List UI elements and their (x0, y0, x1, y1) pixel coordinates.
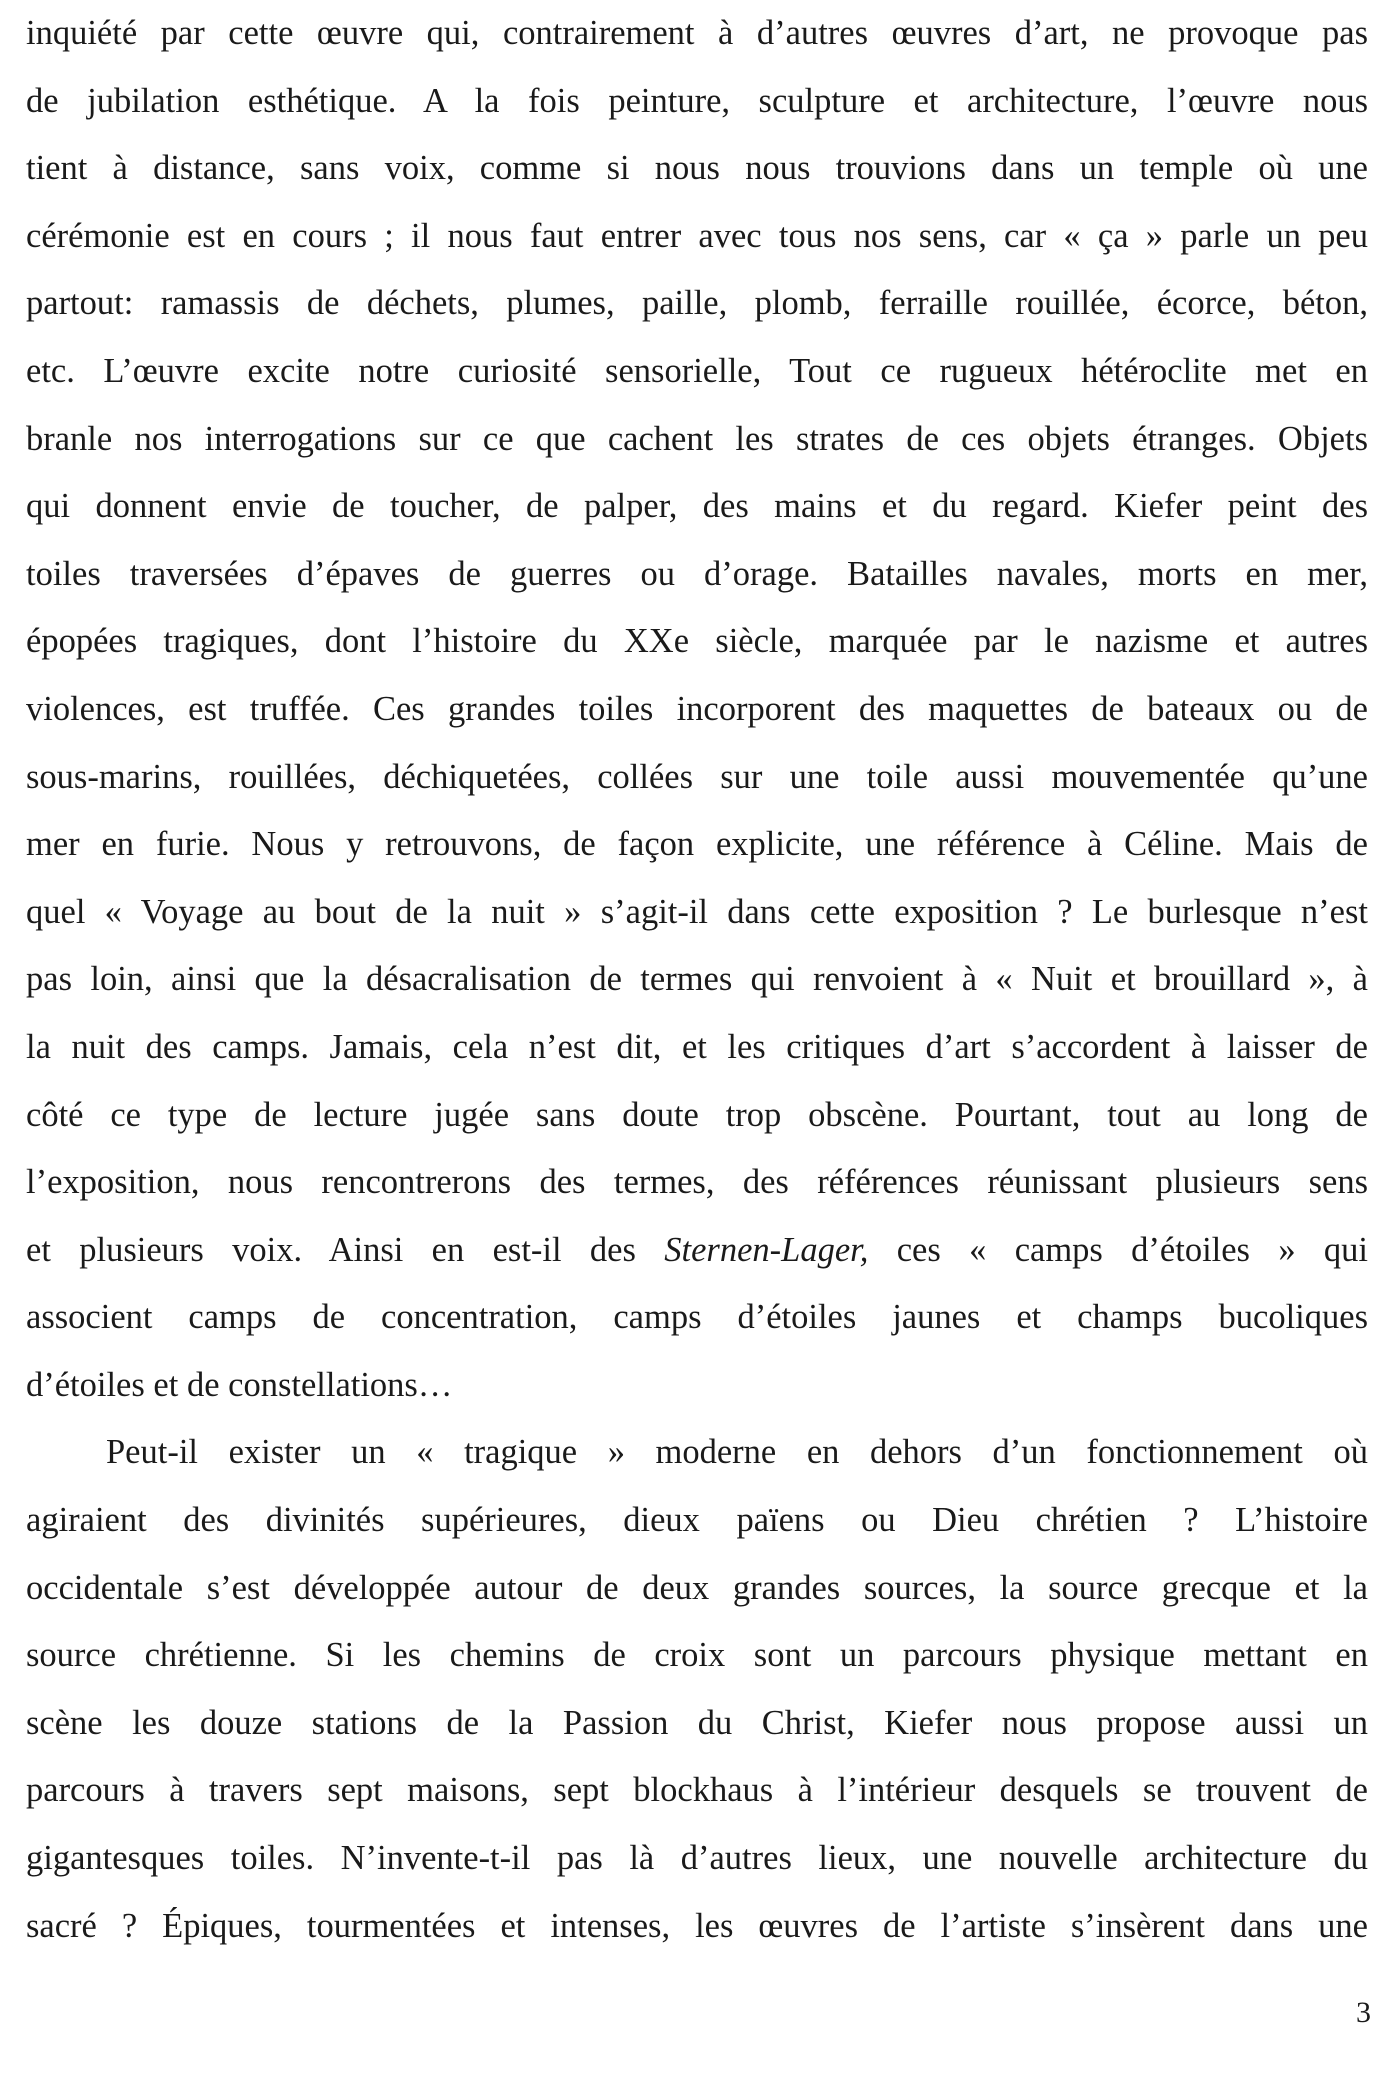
text-line: la nuit des camps. Jamais, cela n’est dit, et les critiques d’art s’accordent à laisser de (26, 1027, 1368, 1066)
text-line: qui donnent envie de toucher, de palper, des mains et du regard. Kiefer peint des (26, 487, 1368, 526)
text-line: tient à distance, sans voix, comme si nous nous trouvions dans un temple où une (26, 149, 1368, 188)
text-line-with-italic (26, 1217, 1368, 1285)
body-text (26, 0, 1368, 1960)
text-line: parcours à travers sept maisons, sept blockhaus à l’intérieur desquels se trouvent de (26, 1771, 1368, 1810)
text-line: d’étoiles et de constellations… (26, 1365, 453, 1404)
text-line: violences, est truffée. Ces grandes toiles incorporent des maquettes de bateaux ou de (26, 689, 1368, 728)
text-line: cérémonie est en cours ; il nous faut entrer avec tous nos sens, car « ça » parle un peu (26, 216, 1368, 255)
text-line: l’exposition, nous rencontrerons des termes, des références réunissant plusieurs sens (26, 1163, 1368, 1202)
text-line: branle nos interrogations sur ce que cachent les strates de ces objets étranges. Objets (26, 419, 1368, 458)
text-line: scène les douze stations de la Passion du Christ, Kiefer nous propose aussi un (26, 1703, 1368, 1742)
text-segment: ces « camps d’étoiles » qui (868, 1230, 1368, 1269)
text-line: occidentale s’est développée autour de deux grandes sources, la source grecque et la (26, 1568, 1368, 1607)
text-line: gigantesques toiles. N’invente-t-il pas là d’autres lieux, une nouvelle architecture du (26, 1839, 1368, 1878)
text-line: inquiété par cette œuvre qui, contrairement à d’autres œuvres d’art, ne provoque pas (26, 14, 1368, 52)
text-line: agiraient des divinités supérieures, dieux païens ou Dieu chrétien ? L’histoire (26, 1501, 1368, 1540)
text-line: toiles traversées d’épaves de guerres ou d’orage. Batailles navales, morts en mer, (26, 554, 1368, 593)
text-line: source chrétienne. Si les chemins de croix sont un parcours physique mettant en (26, 1636, 1368, 1675)
text-line: mer en furie. Nous y retrouvons, de façon explicite, une référence à Céline. Mais de (26, 825, 1368, 864)
text-line: épopées tragiques, dont l’histoire du XXe siècle, marquée par le nazisme et autres (26, 622, 1368, 661)
text-line: associent camps de concentration, camps d’étoiles jaunes et champs bucoliques (26, 1298, 1368, 1337)
paragraph-1 (26, 0, 1368, 1419)
paragraph-2 (26, 1419, 1368, 1960)
text-line: etc. L’œuvre excite notre curiosité sensorielle, Tout ce rugueux hétéroclite met en (26, 351, 1368, 390)
text-line: Peut-il exister un « tragique » moderne en dehors d’un fonctionnement où (106, 1433, 1368, 1472)
text-line: sacré ? Épiques, tourmentées et intenses, les œuvres de l’artiste s’insèrent dans une (26, 1906, 1368, 1945)
italic-term: Sternen-Lager, (664, 1230, 869, 1269)
text-line: quel « Voyage au bout de la nuit » s’agit-il dans cette exposition ? Le burlesque n’est (26, 892, 1368, 931)
text-line: partout: ramassis de déchets, plumes, paille, plomb, ferraille rouillée, écorce, béton, (26, 284, 1368, 323)
text-line: sous-marins, rouillées, déchiquetées, collées sur une toile aussi mouvementée qu’une (26, 757, 1368, 796)
text-line: de jubilation esthétique. A la fois peinture, sculpture et architecture, l’œuvre nous (26, 81, 1368, 120)
text-segment: et plusieurs voix. Ainsi en est-il des (26, 1230, 665, 1269)
text-line: pas loin, ainsi que la désacralisation de termes qui renvoient à « Nuit et brouillard », à (26, 960, 1368, 999)
text-line: côté ce type de lecture jugée sans doute trop obscène. Pourtant, tout au long de (26, 1095, 1368, 1134)
page-number: 3 (1356, 1996, 1371, 2029)
